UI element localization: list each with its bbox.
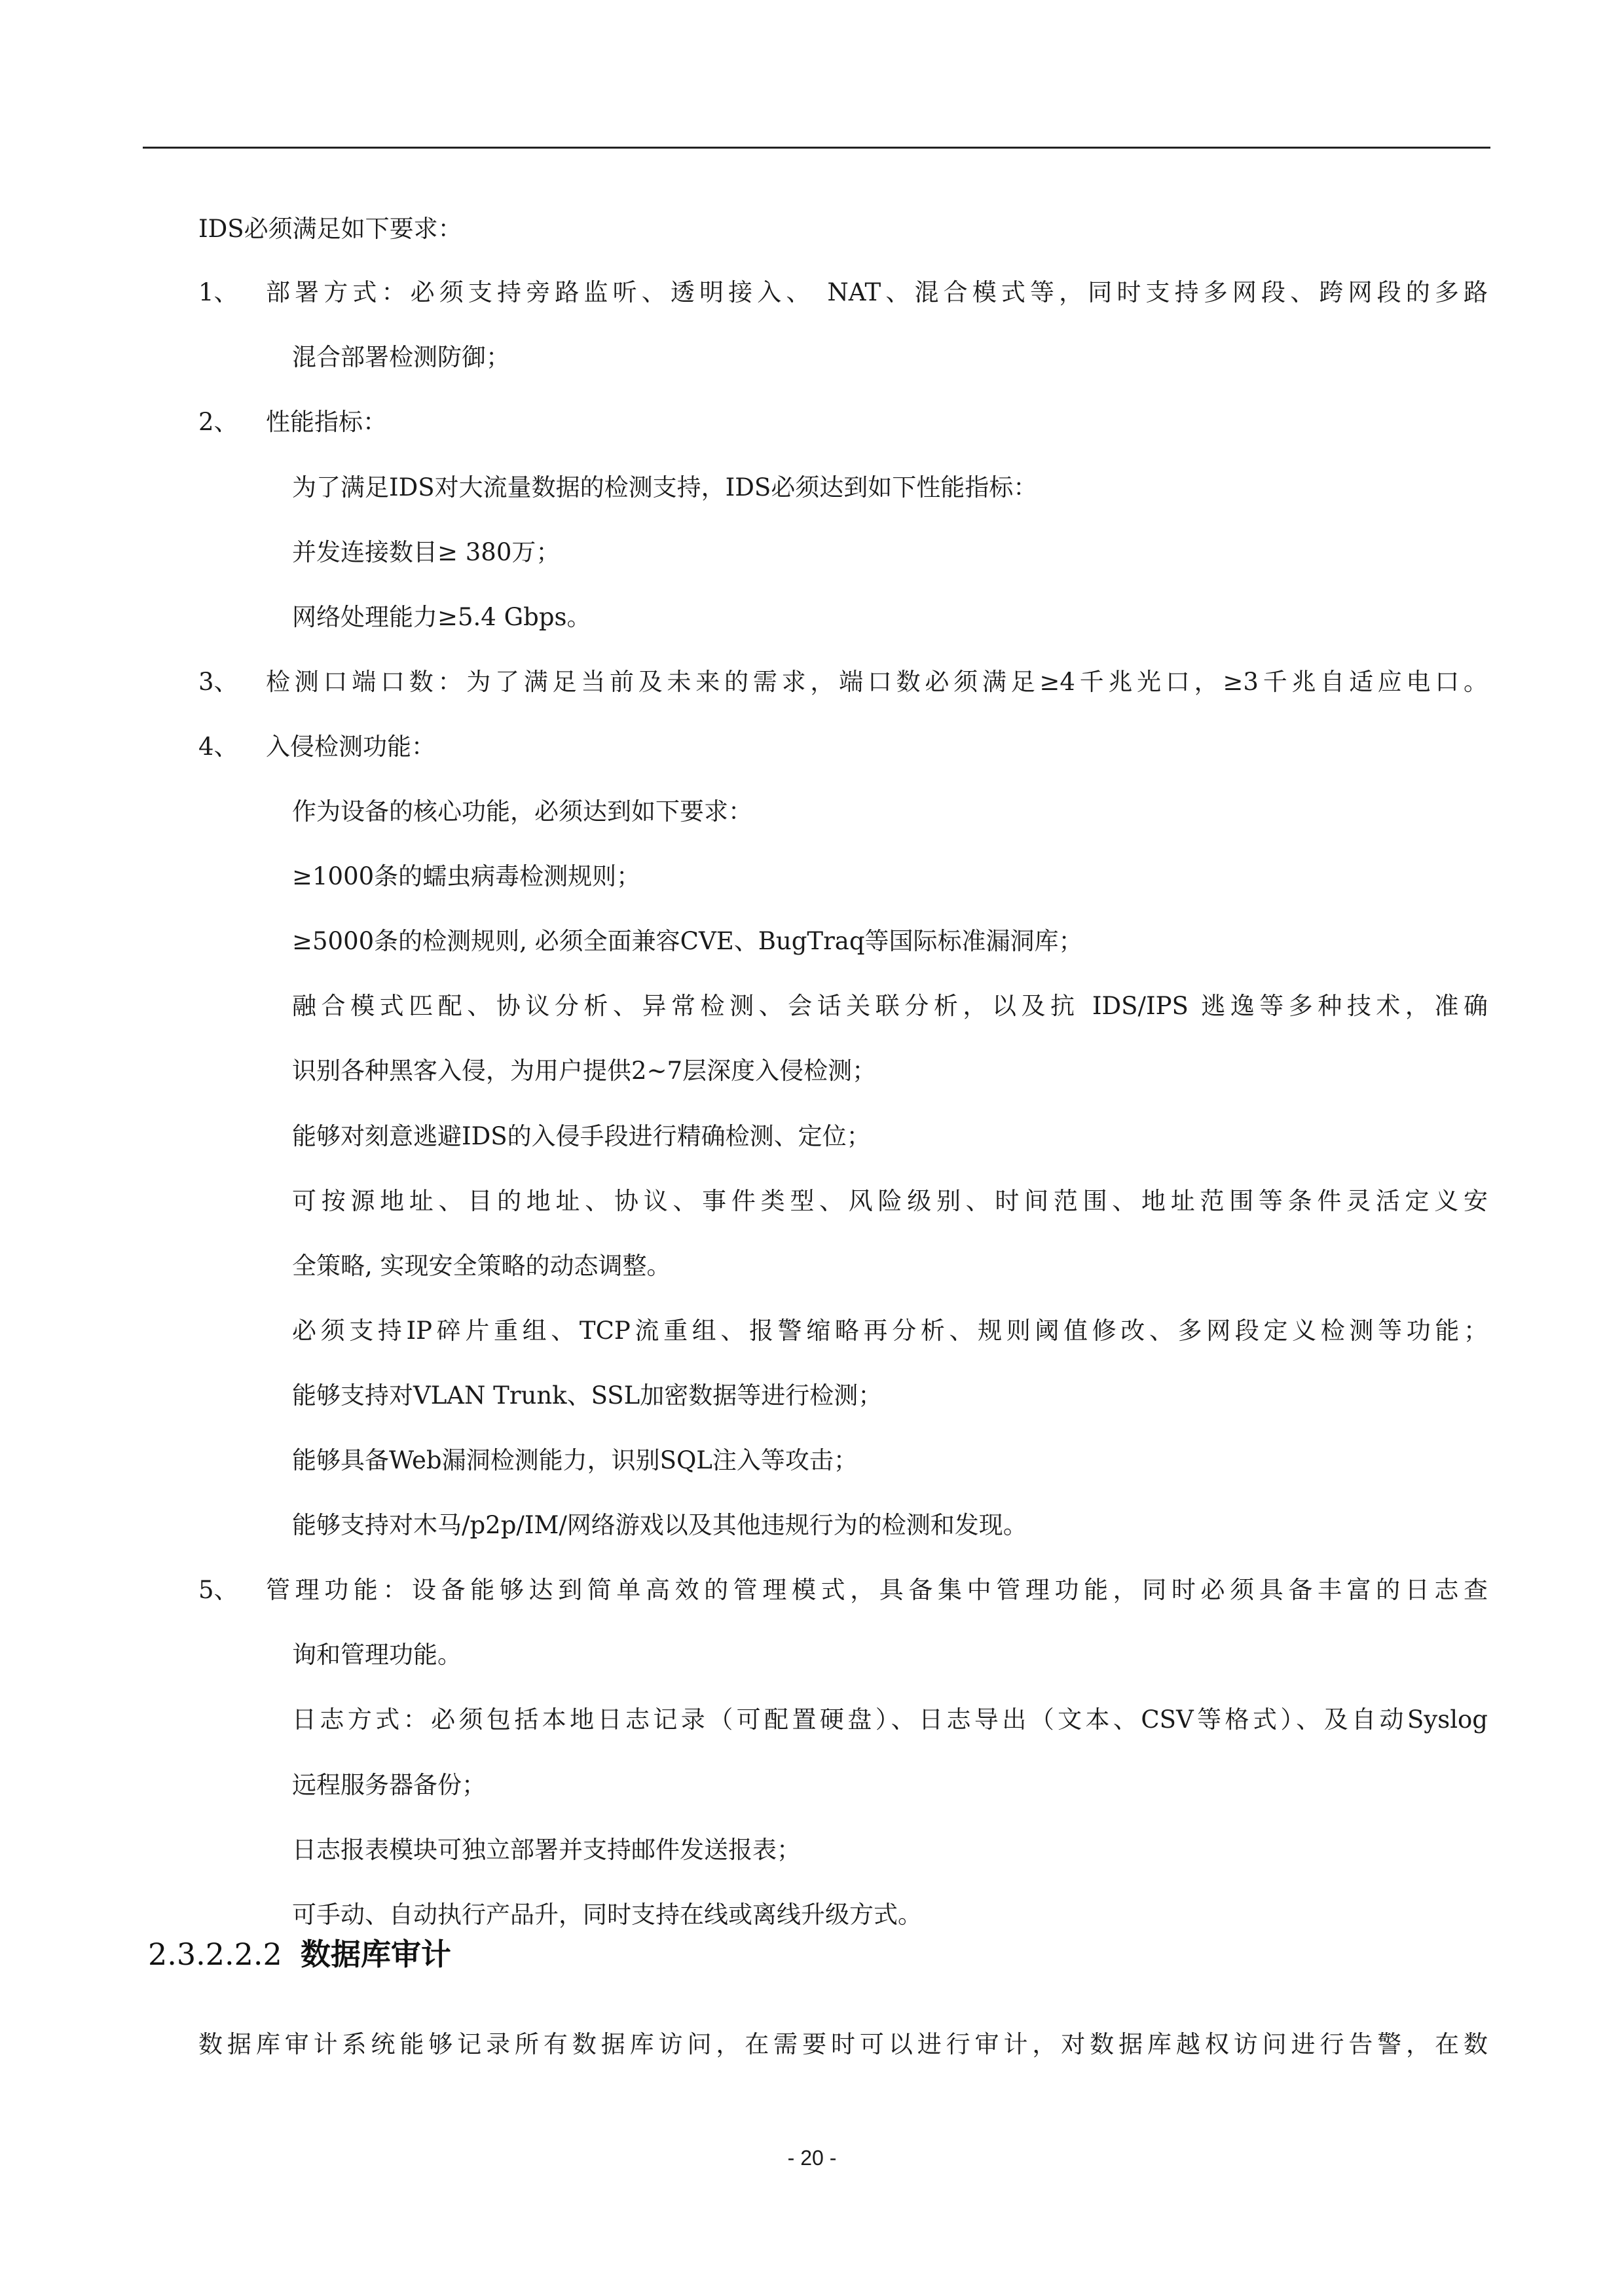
item-4-sub-9: 必须支持IP碎片重组、TCP流重组、报警缩略再分析、规则阈值修改、多网段定义检测等功能； [292, 1317, 1488, 1345]
item-4-sub-10: 能够支持对VLAN Trunk、SSL加密数据等进行检测； [292, 1381, 883, 1410]
item-4-sub-6: 能够对刻意逃避IDS的入侵手段进行精确检测、定位； [292, 1122, 871, 1150]
item-5-sub-3: 日志报表模块可独立部署并支持邮件发送报表； [292, 1836, 801, 1864]
item-3-number: 3、 [198, 668, 238, 696]
intro-line: IDS必须满足如下要求： [198, 215, 462, 243]
item-4-sub-7: 可按源地址、目的地址、协议、事件类型、风险级别、时间范围、地址范围等条件灵活定义安 [292, 1187, 1488, 1215]
item-4-sub-12: 能够支持对木马/p2p/IM/网络游戏以及其他违规行为的检测和发现。 [292, 1511, 1027, 1539]
item-4-sub-8: 全策略, 实现安全策略的动态调整。 [292, 1252, 671, 1280]
item-5-sub-1: 日志方式：必须包括本地日志记录（可配置硬盘）、日志导出（文本、CSV等格式）、及自动Syslog [292, 1705, 1488, 1734]
item-2-sub-2: 并发连接数目≥ 380万； [292, 538, 561, 566]
item-1-line-2: 混合部署检测防御； [292, 343, 510, 371]
header-rule [143, 147, 1490, 149]
item-5-number: 5、 [198, 1576, 238, 1604]
item-3-line-1: 检测口端口数：为了满足当前及未来的需求，端口数必须满足≥4千兆光口，≥3千兆自适应电口。 [266, 668, 1488, 696]
section-title: 数据库审计 [300, 1937, 451, 1972]
item-4-sub-1: 作为设备的核心功能，必须达到如下要求： [292, 797, 752, 826]
item-2-line-1: 性能指标： [266, 408, 387, 436]
item-5-line-1: 管理功能：设备能够达到简单高效的管理模式，具备集中管理功能，同时必须具备丰富的日志查 [266, 1576, 1488, 1604]
item-5-line-2: 询和管理功能。 [292, 1641, 462, 1669]
item-4-sub-5: 识别各种黑客入侵，为用户提供2~7层深度入侵检测； [292, 1057, 877, 1085]
item-2-sub-1: 为了满足IDS对大流量数据的检测支持，IDS必须达到如下性能指标： [292, 473, 1038, 501]
body-paragraph-line: 数据库审计系统能够记录所有数据库访问，在需要时可以进行审计，对数据库越权访问进行告警，在数 [198, 2030, 1488, 2058]
item-1-number: 1、 [198, 278, 238, 306]
item-1-line-1: 部署方式：必须支持旁路监听、透明接入、 NAT、混合模式等，同时支持多网段、跨网段的多路 [266, 278, 1488, 306]
item-4-sub-11: 能够具备Web漏洞检测能力，识别SQL注入等攻击； [292, 1446, 858, 1474]
item-4-sub-3: ≥5000条的检测规则, 必须全面兼容CVE、BugTraq等国际标准漏洞库； [292, 927, 1083, 955]
item-5-sub-4: 可手动、自动执行产品升，同时支持在线或离线升级方式。 [292, 1901, 922, 1929]
item-4-number: 4、 [198, 733, 238, 761]
item-4-sub-2: ≥1000条的蠕虫病毒检测规则； [292, 862, 641, 890]
page-number: - 20 - [787, 2146, 837, 2170]
item-2-number: 2、 [198, 408, 238, 436]
section-number: 2.3.2.2.2 [148, 1937, 282, 1972]
item-5-sub-2: 远程服务器备份； [292, 1771, 486, 1799]
section-heading [148, 1935, 451, 1974]
item-4-line-1: 入侵检测功能： [266, 733, 435, 761]
item-4-sub-4: 融合模式匹配、协议分析、异常检测、会话关联分析，以及抗 IDS/IPS 逃逸等多种技术，准确 [292, 992, 1488, 1020]
item-2-sub-3: 网络处理能力≥5.4 Gbps。 [292, 603, 591, 631]
